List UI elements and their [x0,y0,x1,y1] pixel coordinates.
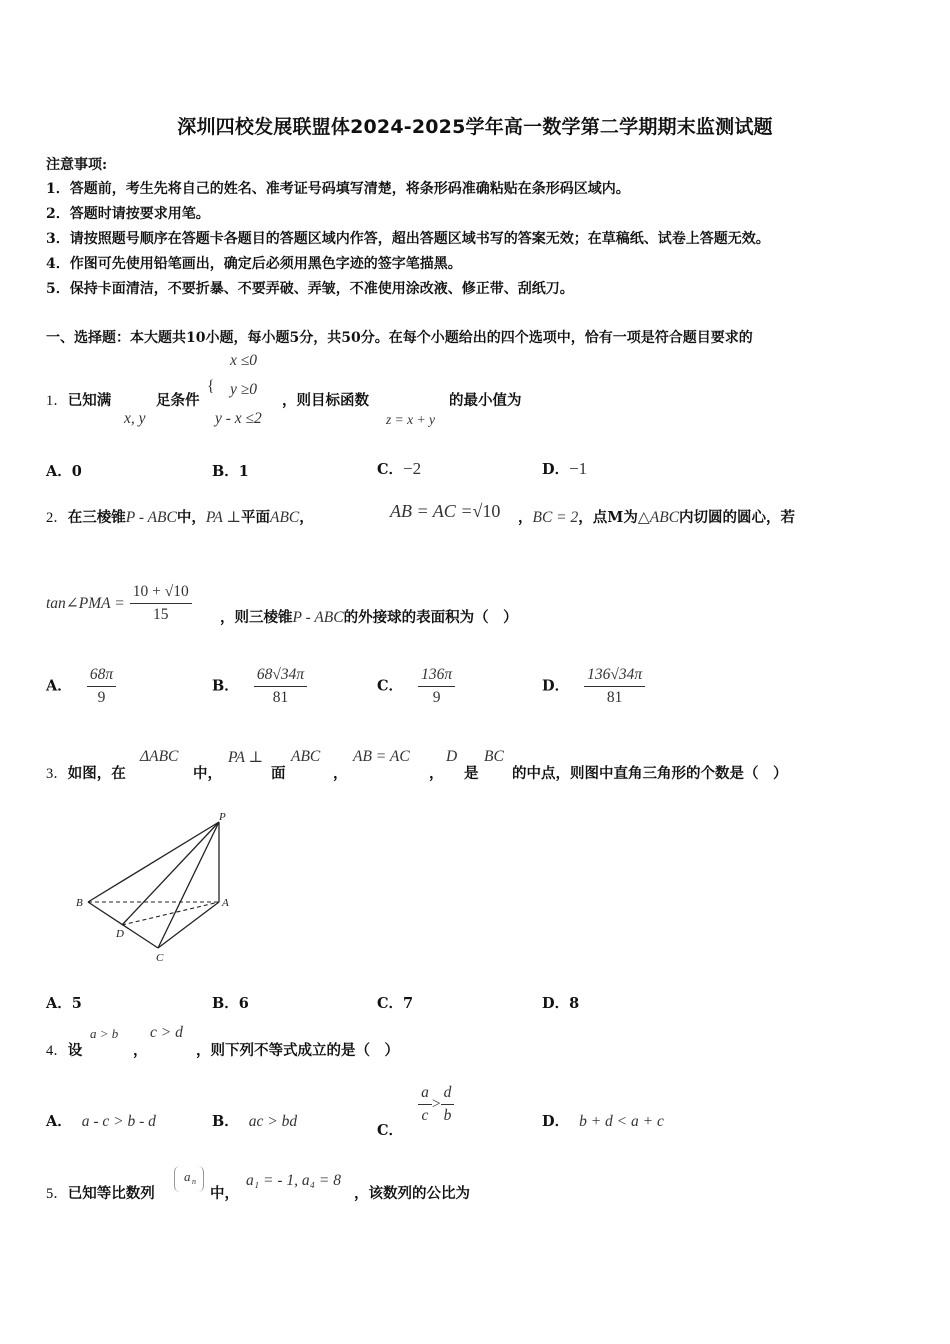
option-c: C． $\frac{a}{c}$ > $\frac{d}{b}$ [377,1084,454,1125]
q5-terms: a₁ = - 1, a₄ = 8 [246,1172,341,1189]
option-b: B．1 [212,463,249,480]
option-d: D．8 [542,995,580,1012]
q4-ab: a > b [90,1026,119,1041]
notice-heading: 注意事项: [46,157,108,173]
vertex-label: B [76,897,83,909]
q1-vars: x, y [124,410,146,427]
q1-text-1: 已知满 [67,392,112,409]
q1-text-3: ，则目标函数 [282,392,369,409]
question-number: 5． [46,1186,68,1202]
option-c: C．−2 [377,459,422,478]
notice-item: 1．答题前，考生先将自己的姓名、准考证号码填写清楚，将条形码准确粘贴在条形码区域内。 [46,181,630,197]
option-a: A．5 [46,995,82,1012]
notice-item: 2．答题时请按要求用笔。 [46,206,210,222]
q3-pyramid-figure [70,808,240,968]
option-a: A．0 [46,463,82,480]
option-d: D． b + d < a + c [542,1113,664,1130]
q1-text-2: 足条件 [156,392,200,409]
option-b: B． $\frac{68√34\pi}{81}$ [212,666,307,707]
q2-pyramid: P - ABC [125,509,177,526]
q1-constraint-2: y ≥0 [230,381,258,398]
section-heading: 一、选择题：本大题共10小题，每小题5分，共50分。在每个小题给出的四个选项中，恰有一项是符合题目要求的 [46,330,753,346]
question-number: 2． [46,510,68,526]
q1-constraint-1: x ≤0 [230,352,258,369]
question-number: 4． [46,1043,68,1059]
vertex-label: A [222,897,229,909]
notice-item: 3．请按照题号顺序在答题卡各题目的答题区域内作答，超出答题区域书写的答案无效；在草稿纸、试卷上答题无效。 [46,231,770,247]
notice-item: 4．作图可先使用铅笔画出，确定后必须用黑色字迹的签字笔描黑。 [46,256,462,272]
vertex-label: P [219,811,226,823]
option-c: C．7 [377,995,414,1012]
vertex-label: D [116,928,124,940]
option-d: D．−1 [542,459,588,478]
q1-constraint-3: y - x ≤2 [215,410,262,427]
option-a: A． a - c > b - d [46,1113,156,1130]
q2-bc: BC = 2 [532,509,579,526]
q1-brace: { [207,378,215,395]
question-number: 1． [46,393,68,409]
q1-objective: z = x + y [386,412,435,427]
q1-text-4: 的最小值为 [449,392,522,409]
q2-tan: tan∠PMA = [46,595,125,612]
option-d: D． $\frac{136√34\pi}{81}$ [542,666,645,707]
q4-cd: c > d [150,1024,183,1041]
option-b: B． ac > bd [212,1113,298,1130]
q5-sequence: a n [174,1166,204,1192]
notice-item: 5．保持卡面清洁，不要折暴、不要弄破、弄皱，不准使用涂改液、修正带、刮纸刀。 [46,281,574,297]
page-title: 深圳四校发展联盟体2024-2025学年高一数学第二学期期末监测试题 [177,116,773,138]
question-number: 3． [46,766,68,782]
q3-triangle: ΔABC [140,748,179,765]
option-c: C． $\frac{136\pi}{9}$ [377,666,455,707]
vertex-label: C [156,952,164,964]
option-a: A． $\frac{68\pi}{9}$ [46,666,116,707]
option-b: B．6 [212,995,249,1012]
q2-ab-ac: AB = AC = [390,501,473,521]
